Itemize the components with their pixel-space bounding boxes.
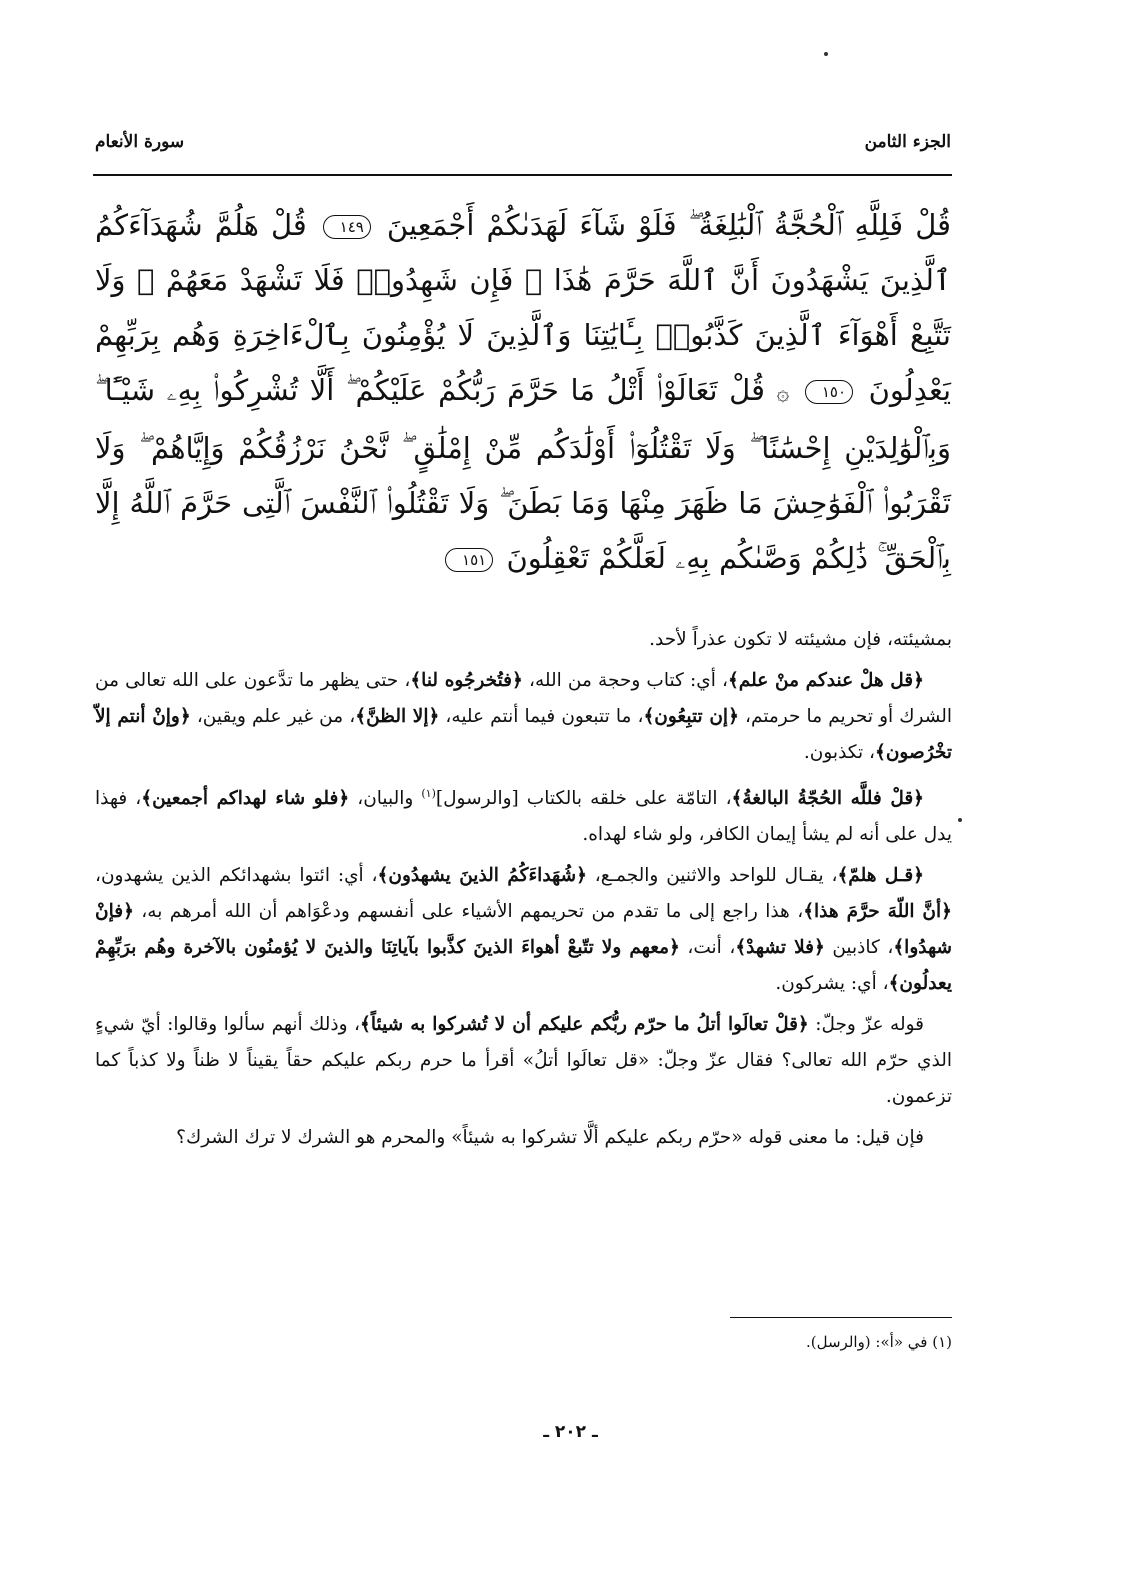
commentary: ، كاذبين xyxy=(824,937,894,959)
quoted-verse: ﴿فلو شاء لهداكم أجمعين﴾ xyxy=(141,788,350,810)
footnote-ref: (١) xyxy=(421,787,436,800)
running-header xyxy=(95,132,951,168)
commentary: ، يقـال للواحد والاثنين والجمـع، xyxy=(586,865,838,887)
commentary: والبيان، xyxy=(349,788,422,810)
quran-text-block xyxy=(95,198,951,586)
quoted-verse: ﴿إن تتبِعُون﴾ xyxy=(643,706,739,727)
hizb-marker-icon: ۞ xyxy=(776,381,790,406)
quoted-verse: ﴿فإنْ شهدُوا﴾ xyxy=(95,901,952,959)
quoted-verse: ﴿أنَّ اللّهَ حرَّمَ هذا﴾ xyxy=(803,901,952,923)
quoted-verse: ﴿قـل هلمّ﴾ xyxy=(837,865,925,887)
quoted-verse: ﴿فتُخرجُوه لنا﴾ xyxy=(410,670,523,691)
quoted-verse: ﴿فلا تشهدْ﴾ xyxy=(735,937,825,959)
quoted-verse: ﴿قلْ فللَّه الحُجّةُ البالغةُ﴾ xyxy=(731,788,925,810)
paragraph xyxy=(95,663,952,771)
commentary: قوله عزّ وجلّ: xyxy=(808,1014,924,1036)
commentary: ، من غير علم ويقين، xyxy=(190,706,356,727)
speck-mark xyxy=(824,52,828,56)
ayah-number-marker: ١٥٠ xyxy=(805,380,853,404)
commentary: ، هذا راجع إلى ما تقدم من تحريمهم الأشياء على أنفسهم ودعْوَاهم أن الله أمرهم به، xyxy=(133,901,804,923)
commentary: ، فهذا يدل على أنه لم يشأ إيمان الكافر، ولو شاء لهداه. xyxy=(95,788,952,846)
commentary: ، حتى يظهر ما تدَّعون على الله تعالى من الشرك أو تحريم ما حرمتم، xyxy=(95,670,952,727)
verse-text: قُلْ تَعَالَوْا۟ أَتْلُ مَا حَرَّمَ رَبُّكُمْ عَلَيْكُمْ ۖ أَلَّا تُشْرِكُوا۟ بِهِۦ شَيْـًٔا ۖ وَبِٱلْوَٰلِدَيْنِ إِحْسَٰنًا ۖ وَلَا تَقْتُلُوٓا۟ أَوْلَٰدَكُم مِّنْ إِمْلَٰقٍ ۖ نَّحْنُ نَرْزُقُكُمْ وَإِيَّاهُمْ ۖ وَلَا تَقْرَبُوا۟ ٱلْفَوَٰحِشَ مَا ظَهَرَ مِنْهَا وَمَا بَطَنَ ۖ وَلَا تَقْتُلُوا۟ ٱلنَّفْسَ ٱلَّتِى حَرَّمَ ٱللَّهُ إِلَّا بِٱلْحَقِّ ۚ ذَٰلِكُمْ وَصَّىٰكُم بِهِۦ لَعَلَّكُمْ تَعْقِلُونَ xyxy=(95,373,951,575)
quoted-verse: ﴿شُهَداءَكُمُ الذينَ يشهدُون﴾ xyxy=(377,865,587,887)
quoted-verse: ﴿معهم ولا تتّبعْ أهواءَ الذينَ كذَّبوا بآياتِنَا والذينَ لا يُؤمنُون بالآخرة وهُم برَبِّهِمْ يعدلُون﴾ xyxy=(95,937,952,995)
part-title: الجزء الثامن xyxy=(864,132,951,152)
speck-mark xyxy=(958,818,962,822)
ayah-number-marker: ١٤٩ xyxy=(323,215,371,239)
commentary: ، ما تتبعون فيما أنتم عليه، xyxy=(439,706,644,727)
commentary: ، أنت، xyxy=(679,937,736,959)
commentary: ، تكذبون. xyxy=(803,742,875,763)
paragraph: فإن قيل: ما معنى قوله «حرّم ربكم عليكم ألَّا تشركوا به شيئاً» والمحرم هو الشرك لا ترك الشرك؟ xyxy=(176,1127,924,1149)
quoted-verse: ﴿وإنْ أنتم إلاّ تخْرُصون﴾ xyxy=(95,706,952,763)
quoted-verse: ﴿قل هلْ عندكم منْ علم﴾ xyxy=(727,670,924,691)
paragraph xyxy=(95,1007,952,1115)
page-number: ـ ٢٠٢ ـ xyxy=(543,1422,598,1442)
footnote-divider xyxy=(730,1317,952,1318)
commentary-text xyxy=(95,622,952,1161)
quoted-verse: ﴿إلا الظنَّ﴾ xyxy=(355,706,440,727)
verse-text: قُلْ هَلُمَّ شُهَدَآءَكُمُ ٱلَّذِينَ يَشْهَدُونَ أَنَّ ٱللَّهَ حَرَّمَ هَٰذَا ۖ فَإِن شَهِدُوا۟ فَلَا تَشْهَدْ مَعَهُمْ ۚ وَلَا تَتَّبِعْ أَهْوَآءَ ٱلَّذِينَ كَذَّبُوا۟ بِـَٔايَٰتِنَا وَٱلَّذِينَ لَا يُؤْمِنُونَ بِٱلْءَاخِرَةِ وَهُم بِرَبِّهِمْ يَعْدِلُونَ xyxy=(95,208,952,407)
quoted-verse: ﴿قلْ تعالَوا أتلُ ما حرّم ربُّكم عليكم أن لا تُشركوا به شيئاً﴾ xyxy=(360,1014,809,1036)
commentary: ، أي: ائتوا بشهدائكم الذين يشهدون، xyxy=(95,865,378,887)
commentary: ، التامّة على خلقه بالكتاب [والرسول] xyxy=(435,788,732,810)
paragraph xyxy=(95,858,952,1002)
commentary: ، وذلك أنهم سألوا وقالوا: أيّ شيءٍ الذي حرّم الله تعالى؟ فقال عزّ وجلّ: «قل تعالَوا أتلُ» أقرأ ما حرم ربكم عليكم حقاً يقيناً لا ظناً ولا كذباً كما تزعمون. xyxy=(95,1014,952,1108)
footnote: (١) في «أ»: (والرسل). xyxy=(806,1333,952,1351)
surah-title: سورة الأنعام xyxy=(95,132,185,152)
paragraph xyxy=(95,776,952,853)
header-divider xyxy=(93,174,952,176)
verse-text: قُلْ فَلِلَّهِ ٱلْحُجَّةُ ٱلْبَٰلِغَةُ ۖ فَلَوْ شَآءَ لَهَدَىٰكُمْ أَجْمَعِينَ xyxy=(386,208,952,242)
paragraph: بمشيئته، فإن مشيئته لا تكون عذراً لأحد. xyxy=(649,629,952,650)
commentary: ، أي: يشركون. xyxy=(775,973,889,995)
ayah-number-marker: ١٥١ xyxy=(445,548,493,572)
commentary: ، أي: كتاب وحجة من الله، xyxy=(522,670,728,691)
